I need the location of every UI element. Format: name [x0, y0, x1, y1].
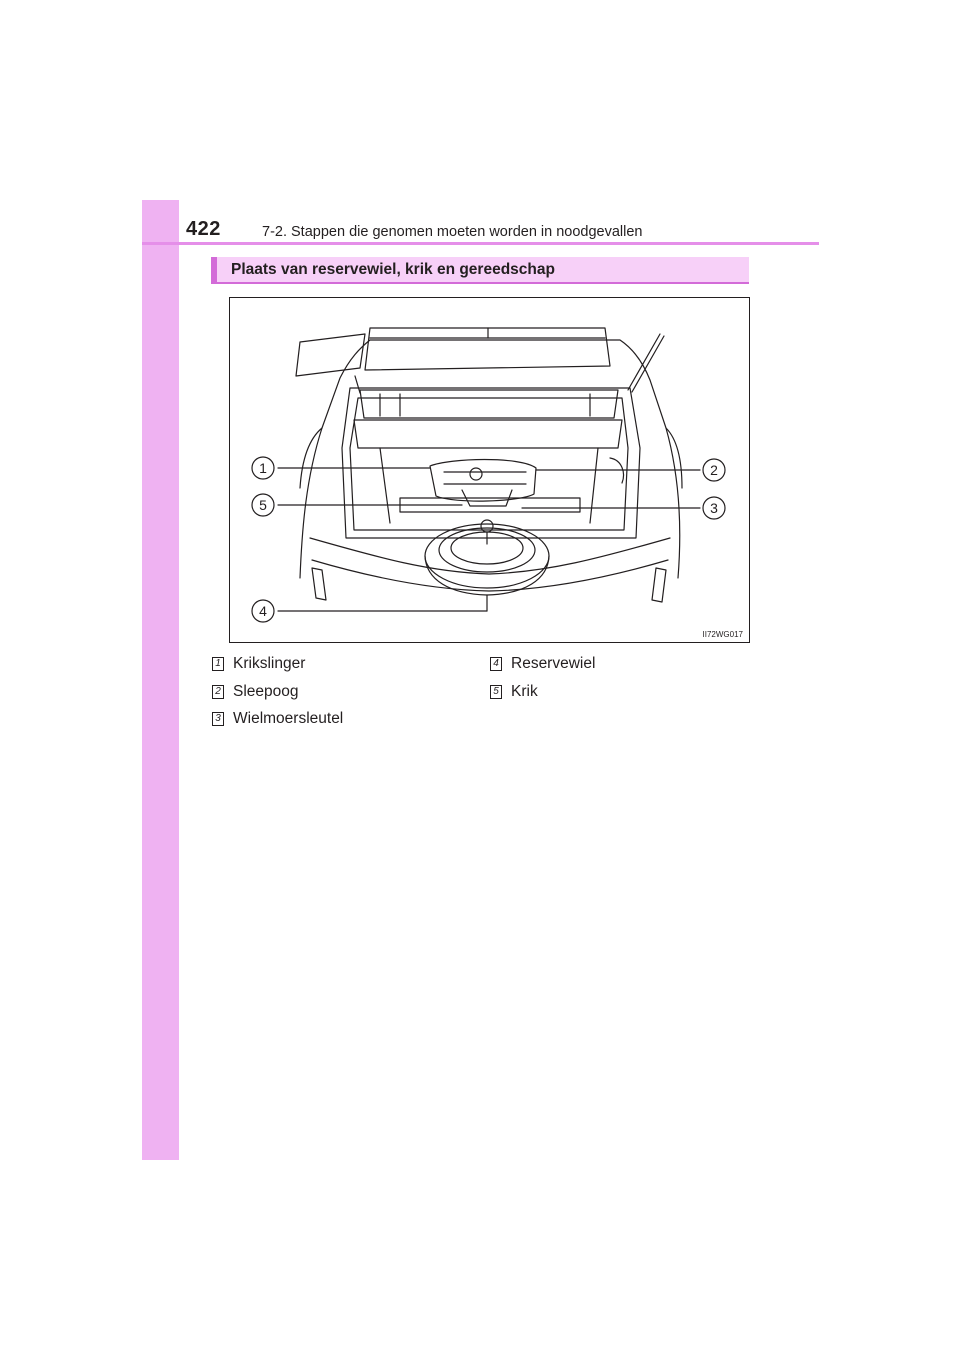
callout-5: 5: [259, 497, 267, 513]
section-title-box: [211, 257, 749, 284]
callout-4: 4: [259, 603, 267, 619]
legend-item: [490, 655, 595, 673]
legend-item: [212, 710, 343, 728]
page-number: 422: [186, 218, 221, 240]
legend-number: 1: [212, 657, 224, 671]
side-color-band: [142, 200, 179, 1160]
legend-label: Krik: [511, 683, 538, 700]
legend-label: Sleepoog: [233, 683, 299, 700]
section-title: Plaats van reservewiel, krik en gereedschap: [231, 261, 555, 278]
legend-number: 5: [490, 685, 502, 699]
legend-number: 2: [212, 685, 224, 699]
trunk-illustration: [229, 297, 750, 643]
legend-number: 4: [490, 657, 502, 671]
legend-label: Wielmoersleutel: [233, 710, 344, 727]
legend-number: 3: [212, 712, 224, 726]
figure-code: II72WG017: [702, 630, 743, 639]
legend-label: Krikslinger: [233, 655, 306, 672]
legend-item: [212, 683, 299, 701]
trunk-drawing: [230, 298, 749, 642]
legend-item: [490, 683, 538, 701]
callout-2: 2: [710, 462, 718, 478]
legend-label: Reservewiel: [511, 655, 596, 672]
callout-3: 3: [710, 500, 718, 516]
callout-1: 1: [259, 460, 267, 476]
header-rule: [142, 242, 819, 245]
legend-item: [212, 655, 305, 673]
section-header: 7-2. Stappen die genomen moeten worden in noodgevallen: [262, 224, 643, 240]
